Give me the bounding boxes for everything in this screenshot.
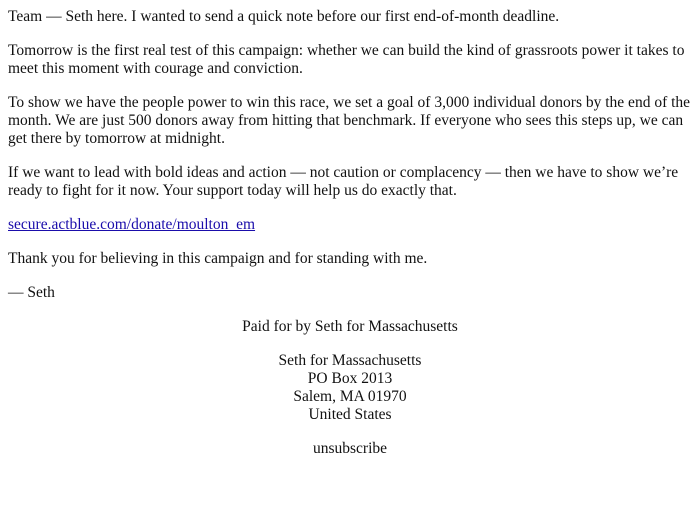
- paragraph-support: If we want to lead with bold ideas and action — not caution or complacency — then we have to show we’re ready to fight for it now. Your support today will help us do exactly that.: [8, 164, 679, 199]
- paragraph-test: Tomorrow is the first real test of this campaign: whether we can build the kind of grassroots power it takes to meet this moment with courage and conviction.: [8, 42, 685, 77]
- unsubscribe-link[interactable]: unsubscribe: [312, 440, 388, 457]
- footer: [8, 318, 692, 458]
- paragraph-goal: To show we have the people power to win this race, we set a goal of 3,000 individual donors by the end of the month. We are just 500 donors away from hitting that benchmark. If everyone who sees this steps up, we can get there by tomorrow at midnight.: [8, 94, 691, 147]
- paragraph-intro: Team — Seth here. I wanted to send a quick note before our first end-of-month deadline.: [8, 8, 560, 25]
- address-line: Seth for Massachusetts: [278, 352, 422, 369]
- address-line: Salem, MA 01970: [293, 388, 407, 405]
- donate-paragraph: [8, 216, 692, 234]
- mailing-address: [8, 352, 692, 424]
- donate-link[interactable]: secure.actblue.com/donate/moulton_em: [8, 216, 256, 233]
- signature: — Seth: [8, 284, 55, 301]
- paid-for-disclaimer: Paid for by Seth for Massachusetts: [242, 318, 458, 335]
- address-line: PO Box 2013: [307, 370, 393, 387]
- thanks-paragraph: Thank you for believing in this campaign and for standing with me.: [8, 250, 428, 267]
- address-line: United States: [308, 406, 392, 423]
